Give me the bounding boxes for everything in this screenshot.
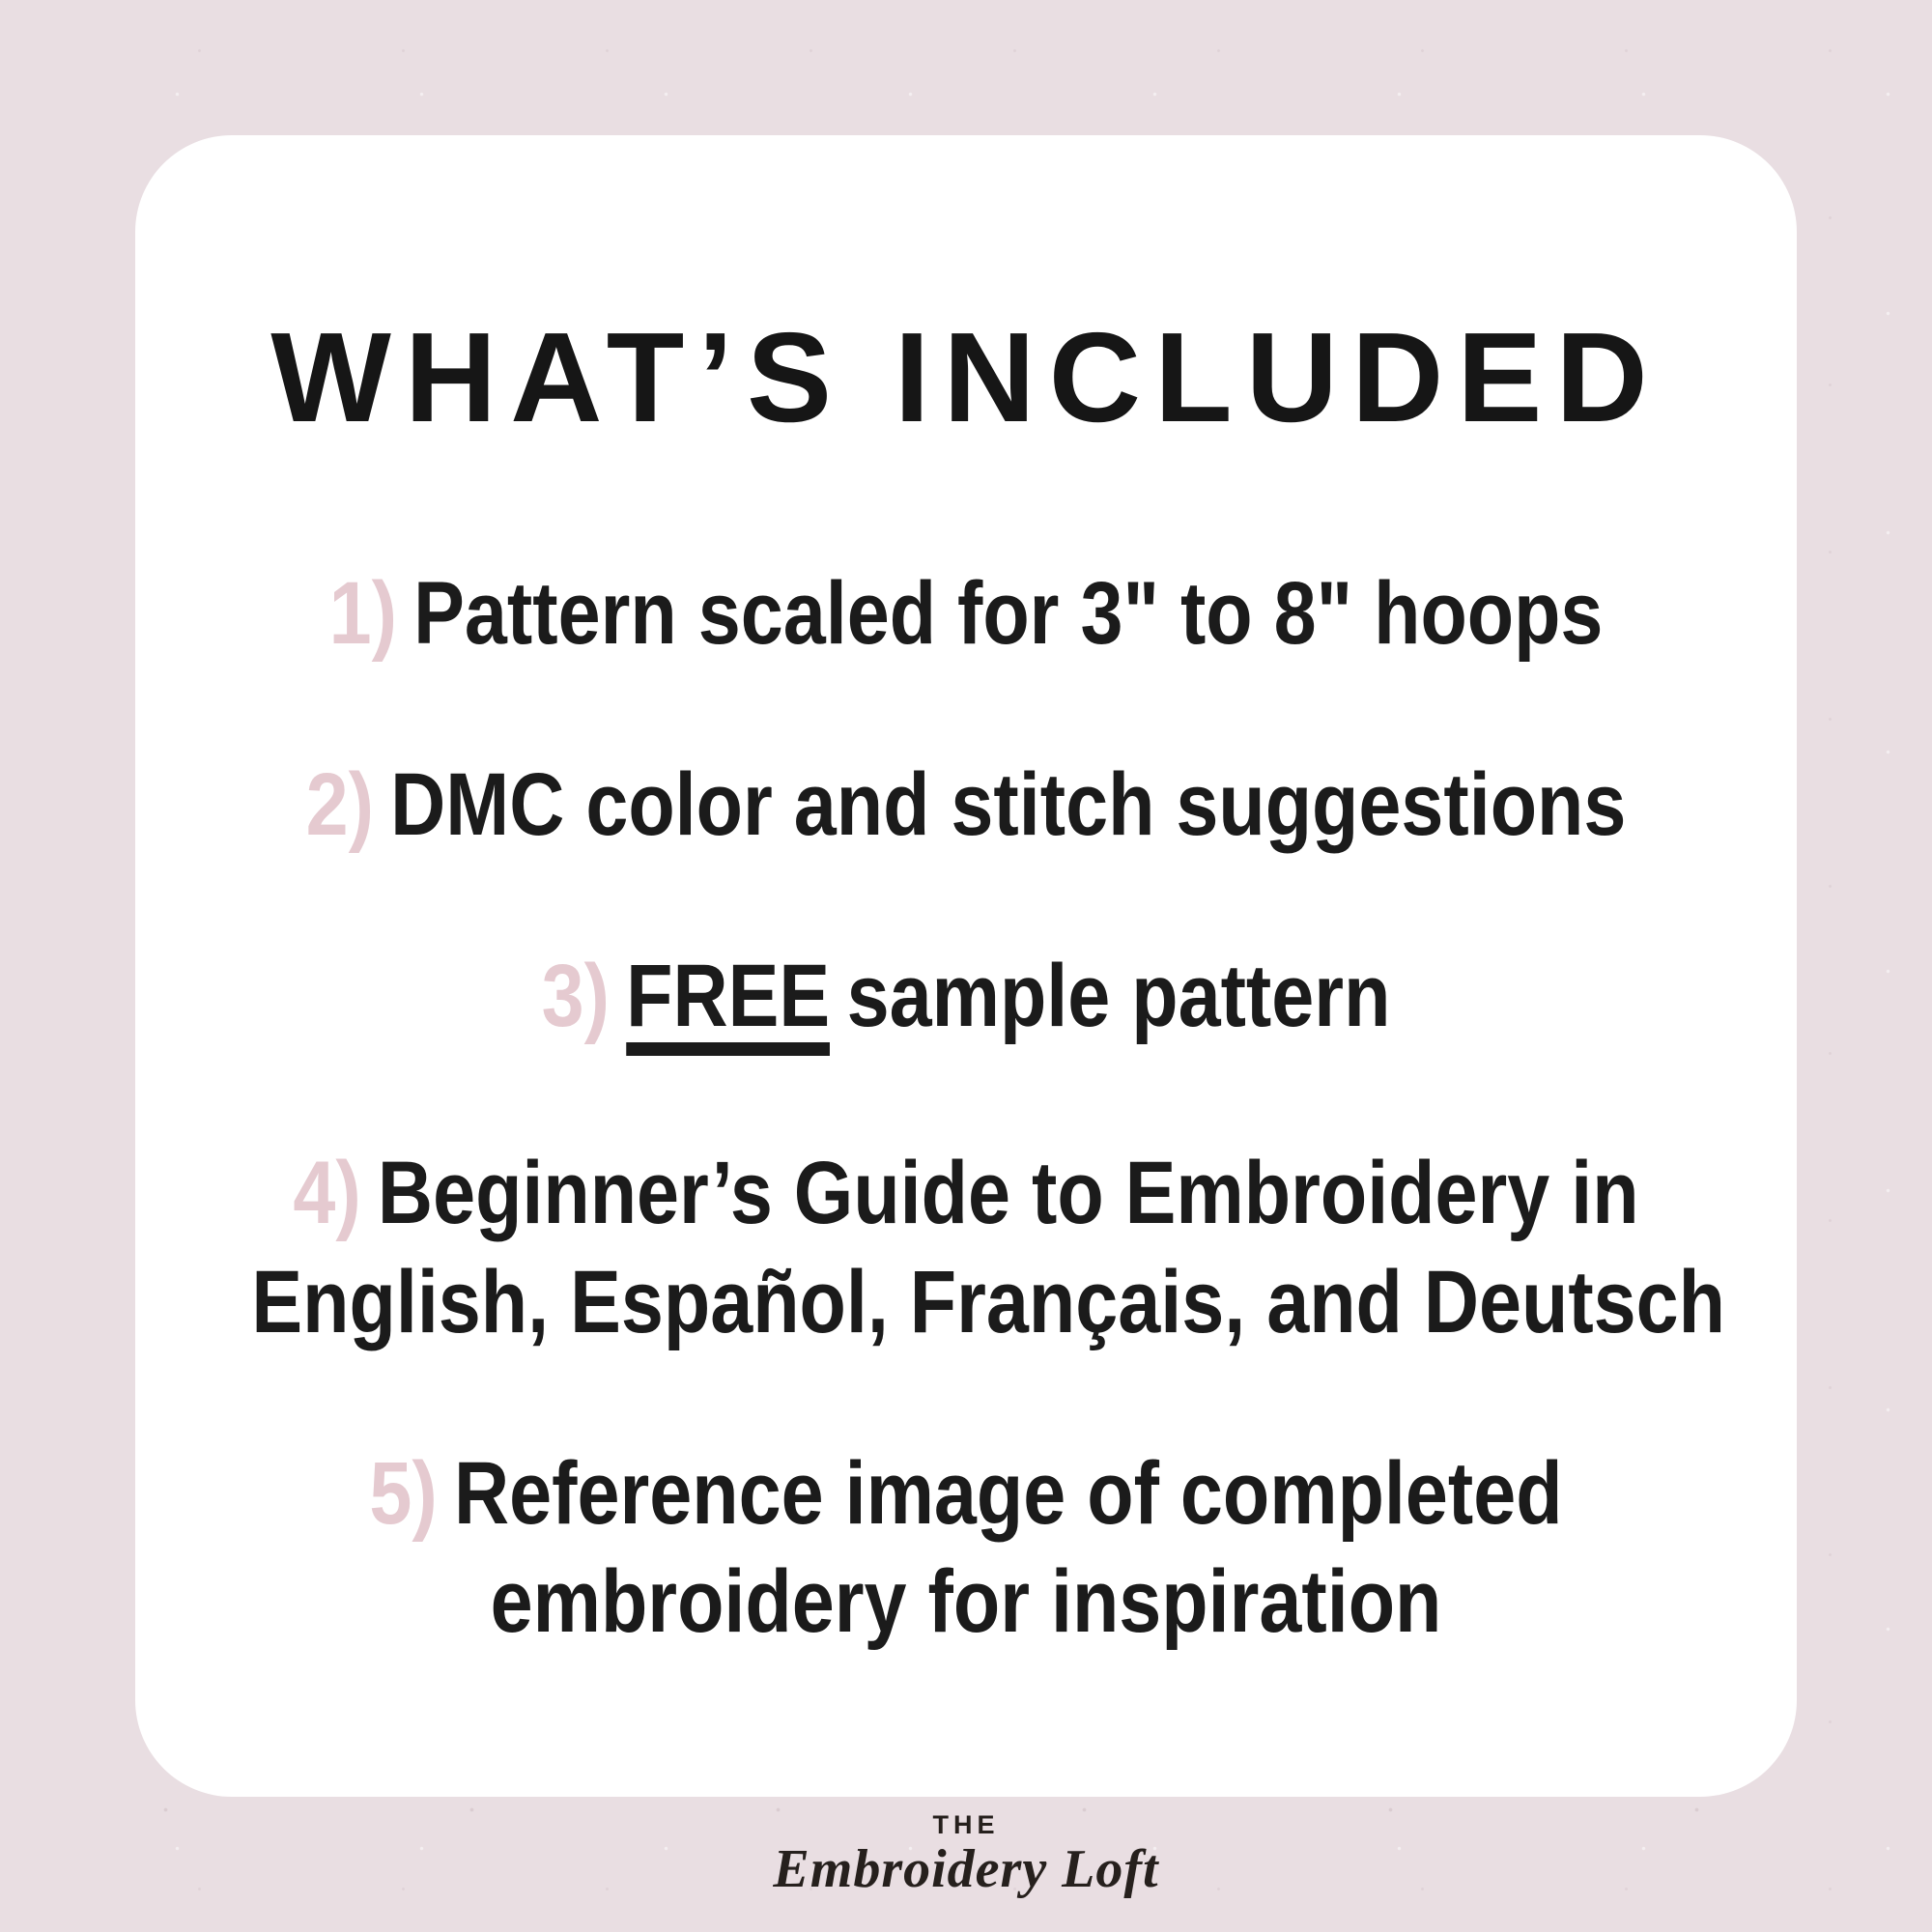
item-text-2: DMC color and stitch suggestions [390,755,1627,855]
item-text-4-line-2: English, Español, Français, and Deutsch [251,1252,1726,1351]
item-number-5: 5) [369,1443,438,1543]
included-list [135,559,1797,1656]
free-underlined-text: FREE [626,952,830,1056]
list-item-2 [135,751,1797,859]
list-item-5 [135,1439,1797,1656]
brand-logo [0,1810,1932,1899]
list-item-3 [135,942,1797,1056]
brand-logo-name: Embroidery Loft [773,1839,1159,1899]
content-card [135,135,1797,1797]
list-item-4 [135,1139,1797,1355]
item-text-5-line-2: embroidery for inspiration [490,1552,1442,1651]
item-number-2: 2) [305,755,374,855]
item-text-1: Pattern scaled for 3" to 8" hoops [413,564,1604,663]
item-number-1: 1) [328,564,397,663]
brand-logo-the: THE [932,1810,1000,1839]
item-number-3: 3) [541,947,610,1046]
item-number-4: 4) [293,1144,361,1243]
page-title: WHAT’S INCLUDED [270,306,1662,448]
item-text-3: sample pattern [846,947,1391,1046]
item-text-5-line-1: Reference image of completed [453,1443,1563,1543]
list-item-1 [135,559,1797,668]
item-text-4-line-1: Beginner’s Guide to Embroidery in [377,1144,1639,1243]
